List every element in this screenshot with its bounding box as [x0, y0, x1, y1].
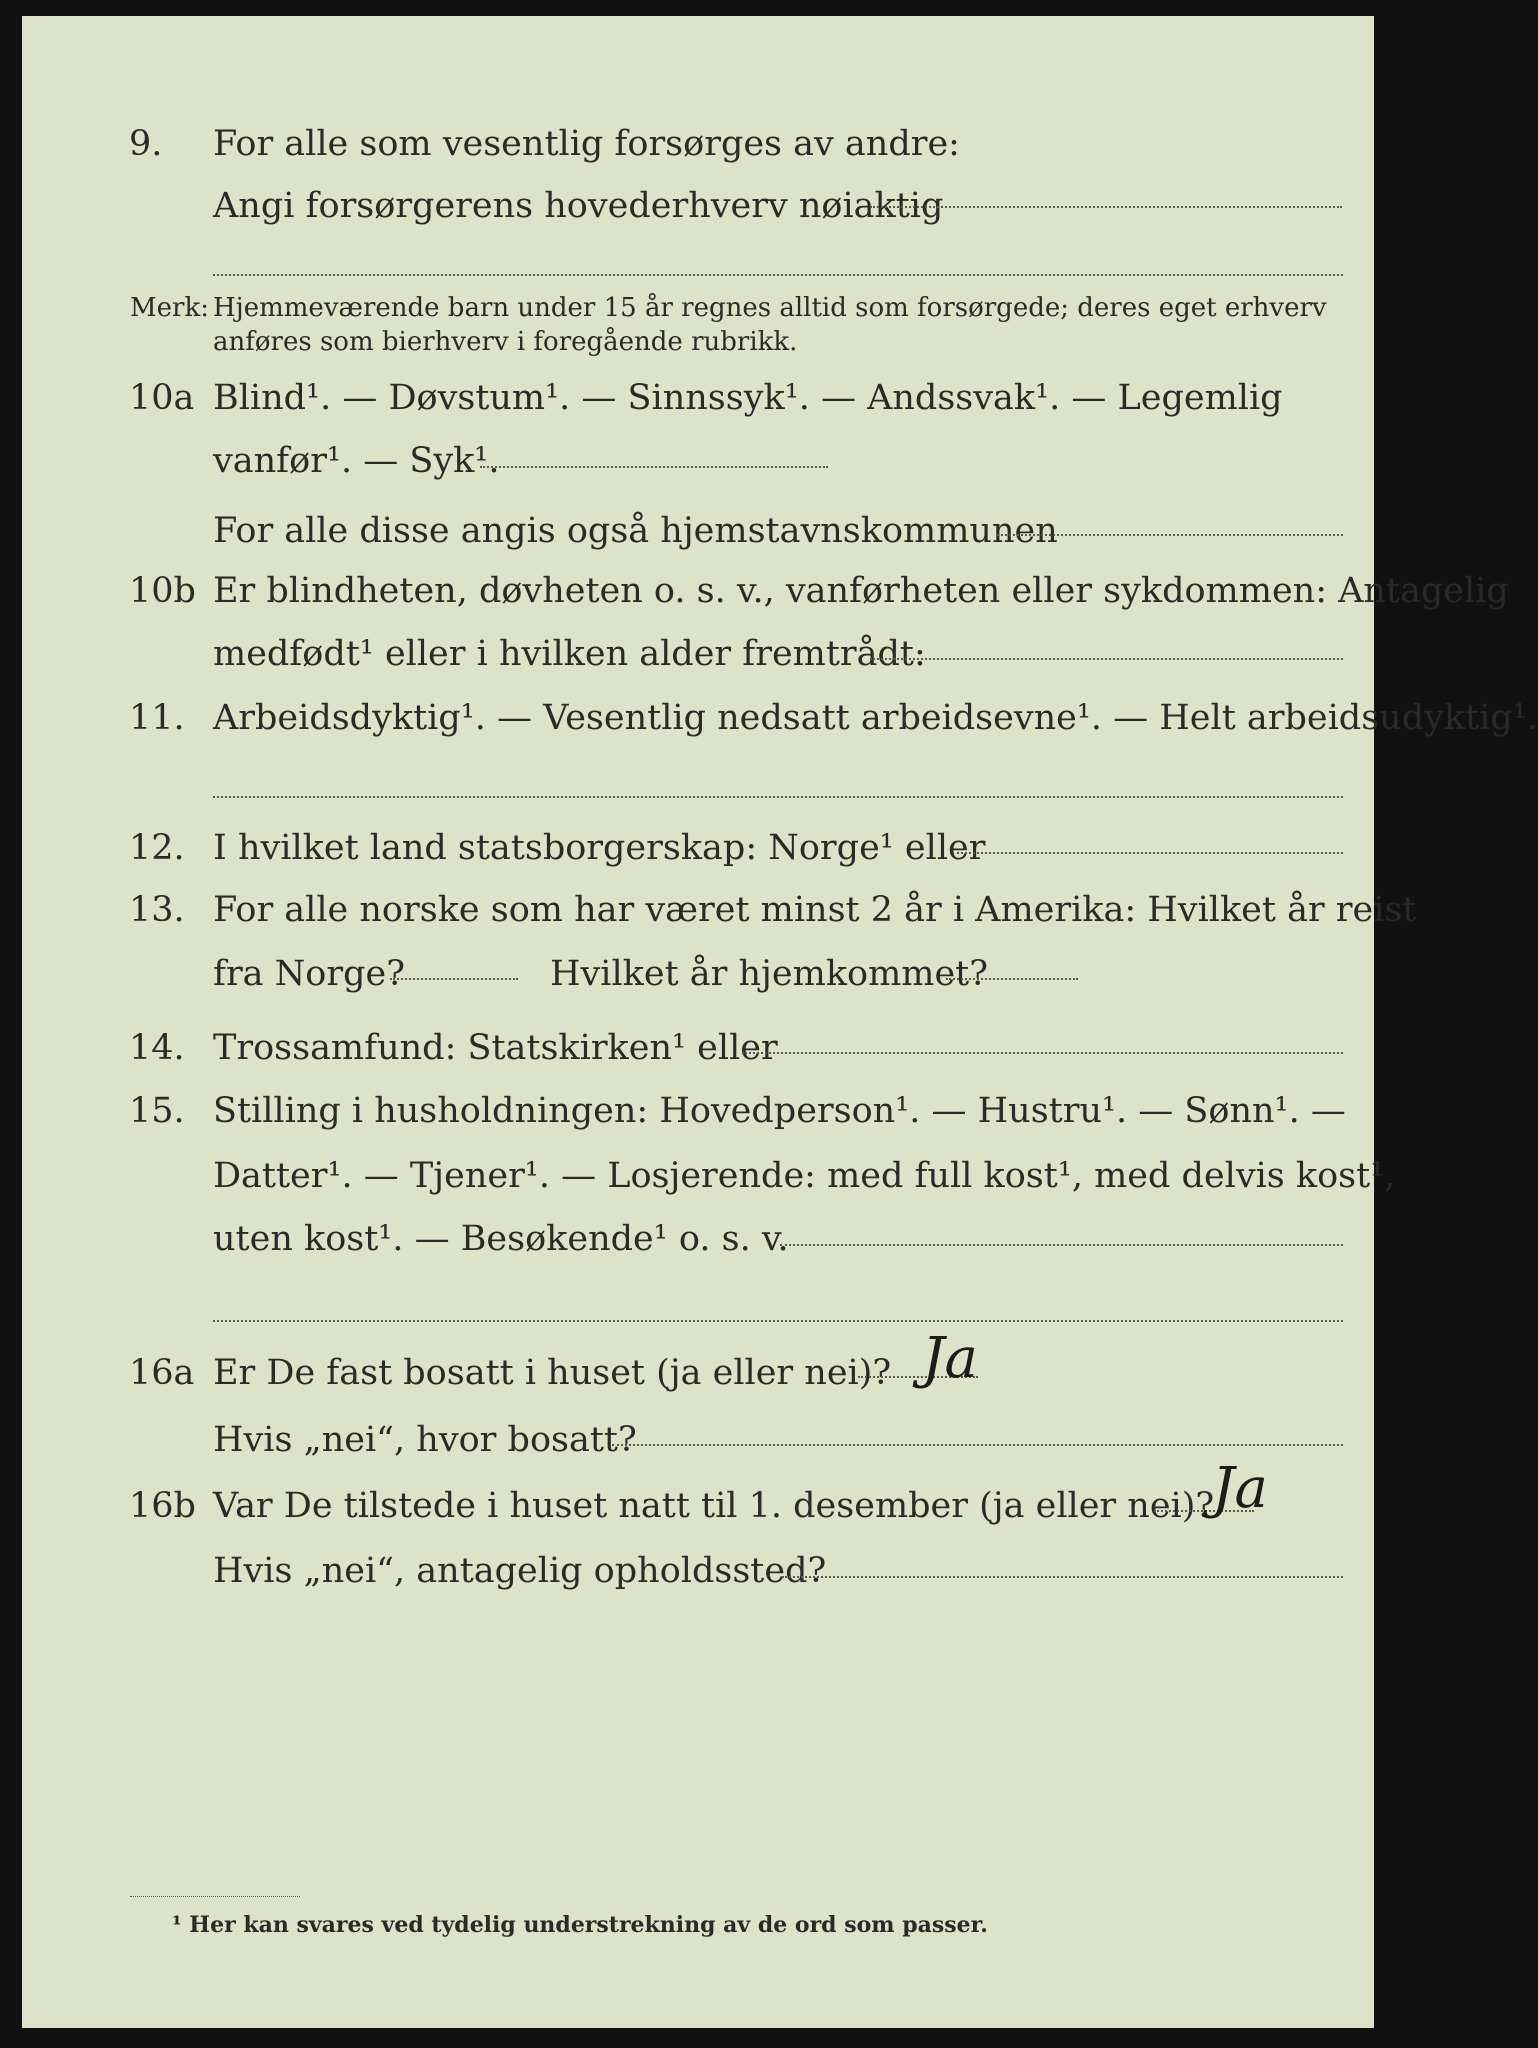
- q9-answer-line: [870, 206, 1342, 208]
- q16a-line2: Hvis „nei“, hvor bosatt?: [213, 1420, 637, 1460]
- q12-number: 12.: [129, 828, 185, 868]
- q15-line3: uten kost¹. — Besøkende¹ o. s. v.: [213, 1219, 789, 1259]
- q9-line2: Angi forsørgerens hovederhverv nøiaktig: [213, 186, 944, 226]
- q12-answer-line: [957, 852, 1343, 854]
- q16a-number: 16a: [129, 1353, 195, 1393]
- q16b-line2: Hvis „nei“, antagelig opholdssted?: [213, 1551, 827, 1591]
- q13-hjem-line: [946, 978, 1078, 980]
- q10b-answer-line: [870, 658, 1343, 660]
- q10a-line2: vanfør¹. — Syk¹.: [213, 441, 500, 481]
- merk-line1: Hjemmeværende barn under 15 år regnes alltid som forsørgede; deres eget erhverv: [213, 293, 1327, 323]
- q15-number: 15.: [129, 1091, 185, 1131]
- q13-number: 13.: [129, 890, 185, 930]
- q13-reist-line: [390, 978, 518, 980]
- q10a-line3: For alle disse angis også hjemstavnskommunen: [213, 511, 1058, 551]
- q12-line1: I hvilket land statsborgerskap: Norge¹ eller: [213, 828, 986, 868]
- q11-line1: Arbeidsdyktig¹. — Vesentlig nedsatt arbeidsevne¹. — Helt arbeidsudyktig¹.: [213, 698, 1538, 738]
- q13-line1: For alle norske som har været minst 2 år i Amerika: Hvilket år reist: [213, 890, 1417, 930]
- q15-line1: Stilling i husholdningen: Hovedperson¹. — Hustru¹. — Sønn¹. —: [213, 1091, 1346, 1131]
- q14-number: 14.: [129, 1028, 185, 1068]
- q14-line1: Trossamfund: Statskirken¹ eller: [213, 1028, 778, 1068]
- q13-line2b: Hvilket år hjemkommet?: [550, 954, 989, 994]
- q16a-bosatt-line: [612, 1444, 1343, 1446]
- q9-extra-line: [213, 274, 1343, 276]
- q13-line2a: fra Norge?: [213, 954, 405, 994]
- footnote: ¹ Her kan svares ved tydelig understrekning av de ord som passer.: [172, 1912, 988, 1938]
- q10b-line1: Er blindheten, døvheten o. s. v., vanførheten eller sykdommen: Antagelig: [213, 571, 1509, 611]
- q16b-line1: Var De tilstede i huset natt til 1. desember (ja eller nei)?: [213, 1486, 1215, 1526]
- q15-extra-line: [213, 1320, 1343, 1322]
- q10b-number: 10b: [129, 571, 196, 611]
- q9-line1: For alle som vesentlig forsørges av andre:: [213, 124, 960, 164]
- q16b-handwritten-answer: Ja: [1212, 1456, 1268, 1521]
- q16a-handwritten-answer: Ja: [922, 1326, 978, 1391]
- q10a-answer-line: [997, 534, 1343, 536]
- footnote-rule: [130, 1896, 300, 1897]
- merk-label: Merk:: [130, 293, 209, 323]
- q9-number: 9.: [129, 124, 163, 164]
- q11-extra-line: [213, 796, 1343, 798]
- q11-number: 11.: [129, 698, 185, 738]
- q15-answer-line: [780, 1244, 1343, 1246]
- q10a-syk-line: [480, 466, 828, 468]
- q10b-line2: medfødt¹ eller i hvilken alder fremtrådt:: [213, 634, 926, 674]
- q16b-number: 16b: [129, 1486, 196, 1526]
- q14-answer-line: [742, 1052, 1343, 1054]
- q10a-number: 10a: [129, 378, 195, 418]
- form-page: [22, 16, 1538, 2028]
- q16b-opholdssted-line: [782, 1576, 1343, 1578]
- q10a-line1: Blind¹. — Døvstum¹. — Sinnssyk¹. — Andssvak¹. — Legemlig: [213, 378, 1283, 418]
- q16a-line1: Er De fast bosatt i huset (ja eller nei)?: [213, 1353, 892, 1393]
- merk-line2: anføres som bierhverv i foregående rubrikk.: [213, 327, 798, 357]
- q15-line2: Datter¹. — Tjener¹. — Losjerende: med full kost¹, med delvis kost¹,: [213, 1156, 1396, 1196]
